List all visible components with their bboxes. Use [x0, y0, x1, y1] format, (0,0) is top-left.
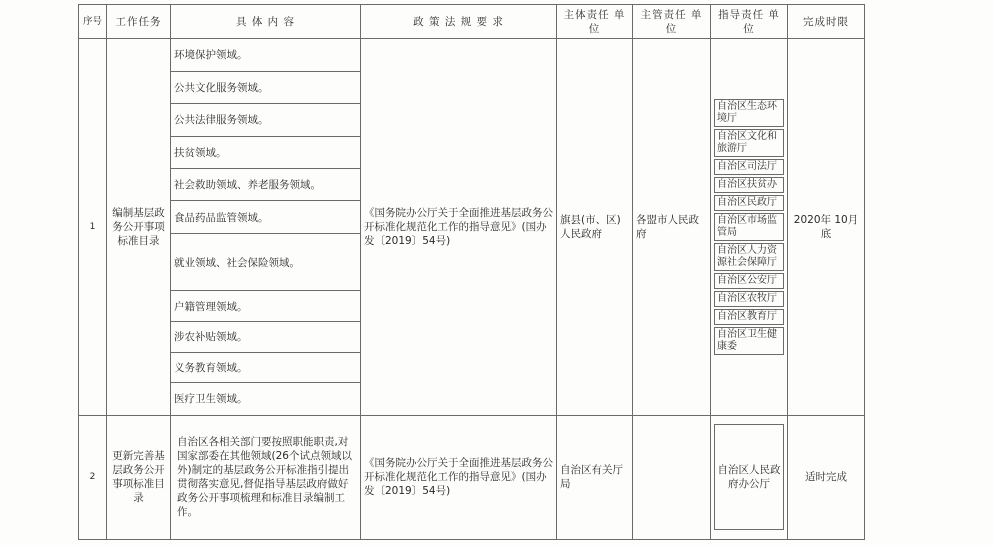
row1-item: 扶贫领域。: [171, 136, 361, 169]
row1-super-unit: 各盟市人民政府: [633, 39, 711, 416]
guide-unit: 自治区市场监管局: [714, 213, 784, 241]
header-seq: 序号: [79, 5, 107, 39]
guide-unit: 自治区人民政府办公厅: [714, 424, 784, 530]
row2-super-unit: [633, 415, 711, 539]
header-super-unit: 主管责任 单 位: [633, 5, 711, 39]
row2-deadline: 适时完成: [788, 415, 865, 539]
row1-item: 义务教育领域。: [171, 352, 361, 383]
row1-item: 就业领域、社会保险领域。: [171, 234, 361, 291]
guide-unit: 自治区民政厅: [714, 195, 784, 211]
row1-policy: 《国务院办公厅关于全面推进基层政务公开标准化规范化工作的指导意见》(国办发〔2019〕54号): [361, 39, 557, 416]
row1-item: 环境保护领域。: [171, 39, 361, 72]
row2-seq: 2: [79, 415, 107, 539]
row1-item: 涉农补贴领域。: [171, 322, 361, 353]
row1-main-unit: 旗县(市、区)人民政府: [557, 39, 633, 416]
guide-unit: 自治区卫生健康委: [714, 327, 784, 355]
row1-item: 公共法律服务领域。: [171, 104, 361, 137]
row1-deadline: 2020年 10月底: [788, 39, 865, 416]
row1-guide-list: [711, 39, 788, 416]
row1-item: 社会救助领域、养老服务领域。: [171, 169, 361, 201]
row2-content: 自治区各相关部门要按照职能职责,对国家部委在其他领域(26个试点领域以外)制定的基层政务公开标准指引提出贯彻落实意见,督促指导基层政府做好政务公开事项梳理和标准目录编制工作。: [171, 415, 361, 539]
header-task: 工作任务: [107, 5, 171, 39]
row1-seq: 1: [79, 39, 107, 416]
guide-unit: 自治区教育厅: [714, 309, 784, 325]
header-deadline: 完成时限: [788, 5, 865, 39]
guide-unit: 自治区生态环境厅: [714, 99, 784, 127]
guide-unit: 自治区农牧厅: [714, 291, 784, 307]
guide-unit: 自治区文化和旅游厅: [714, 129, 784, 157]
row1-item: 食品药品监管领域。: [171, 200, 361, 234]
row2-policy: 《国务院办公厅关于全面推进基层政务公开标准化规范化工作的指导意见》(国办发〔2019〕54号): [361, 415, 557, 539]
header-main-unit: 主体责任 单 位: [557, 5, 633, 39]
header-policy: 政 策 法 规 要 求: [361, 5, 557, 39]
table-row: [79, 39, 865, 72]
header-content: 具 体 内 容: [171, 5, 361, 39]
header-guide-unit: 指导责任 单 位: [711, 5, 788, 39]
row1-item: 医疗卫生领域。: [171, 383, 361, 416]
row2-main-unit: 自治区有关厅局: [557, 415, 633, 539]
row2-task: 更新完善基层政务公开事项标准目录: [107, 415, 171, 539]
guide-unit: 自治区公安厅: [714, 273, 784, 289]
guide-unit: 自治区人力资源社会保障厅: [714, 243, 784, 271]
row1-item: 户籍管理领域。: [171, 291, 361, 322]
guide-unit: 自治区司法厅: [714, 159, 784, 175]
task-table: [78, 4, 865, 540]
row1-task: 编制基层政务公开事项标准目录: [107, 39, 171, 416]
row2-guide-unit: [711, 415, 788, 539]
table-row: [79, 415, 865, 539]
guide-unit: 自治区扶贫办: [714, 177, 784, 193]
header-row: [79, 5, 865, 39]
row1-item: 公共文化服务领域。: [171, 71, 361, 104]
